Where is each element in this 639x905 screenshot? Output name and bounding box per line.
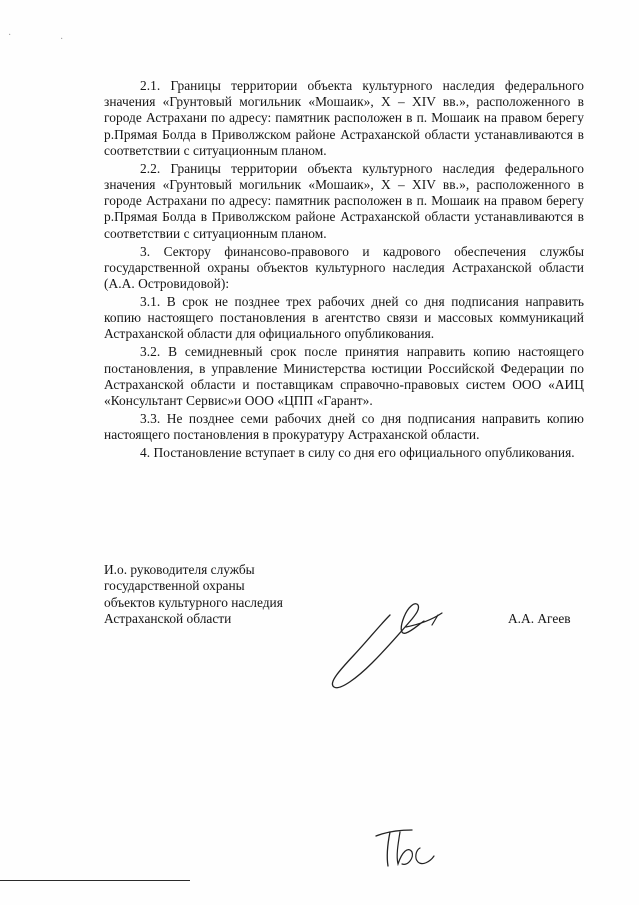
paragraph-2-2: 2.2. Границы территории объекта культурного наследия федерального значения «Грунтовый могильник «Мошаик», X – XIV вв.», расположенного в городе Астрахани по адресу: памятник расположен в п. Мошаик на правом берегу р.Прямая Болда в Приволжском районе Астраханской области устанавливаются в соответствии с ситуационным планом. — [104, 160, 584, 241]
paragraph-2-1: 2.1. Границы территории объекта культурного наследия федерального значения «Грунтовый могильник «Мошаик», X – XIV вв.», расположенного в городе Астрахани по адресу: памятник расположен в п. Мошаик на правом берегу р.Прямая Болда в Приволжском районе Астраханской области устанавливаются в соответствии с ситуационным планом. — [104, 78, 584, 158]
paragraph-3-3: 3.3. Не позднее семи рабочих дней со дня подписания направить копию настоящего постановления в прокуратуру Астраханской области. — [104, 411, 584, 443]
signer-position-line: государственной охраны — [104, 578, 245, 594]
paragraph-3-2: 3.2. В семидневный срок после принятия направить копию настоящего постановления, в управление Министерства юстиции Российской Федерации по Астраханской области и поставщикам справочно-правовых систем ООО «АИЦ «Консультант Сервис»и ООО «ЦПП «Гарант». — [104, 344, 584, 409]
page-bottom-rule — [0, 880, 190, 881]
paragraph-3-1: 3.1. В срок не позднее трех рабочих дней со дня подписания направить копию настоящего постановления в агентство связи и массовых коммуникаций Астраханской области для официального опубликования. — [104, 294, 584, 342]
paragraph-3: 3. Сектору финансово-правового и кадрового обеспечения службы государственной охраны объектов культурного наследия Астраханской области (А.А. Островидовой): — [104, 243, 584, 292]
scan-speck: · — [60, 34, 64, 45]
signer-position-line: объектов культурного наследия — [104, 594, 283, 610]
signer-position-line: И.о. руководителя службы — [104, 562, 255, 577]
signer-name: А.А. Агеев — [508, 611, 571, 626]
paragraph-4: 4. Постановление вступает в силу со дня его официального опубликования. — [140, 445, 575, 461]
document-body — [104, 78, 584, 463]
signer-position-line: Астраханской области — [104, 611, 232, 627]
signer-position — [104, 562, 283, 628]
scan-speck: · — [8, 30, 12, 41]
handwritten-signature — [320, 585, 470, 695]
handwritten-initials — [372, 822, 442, 872]
